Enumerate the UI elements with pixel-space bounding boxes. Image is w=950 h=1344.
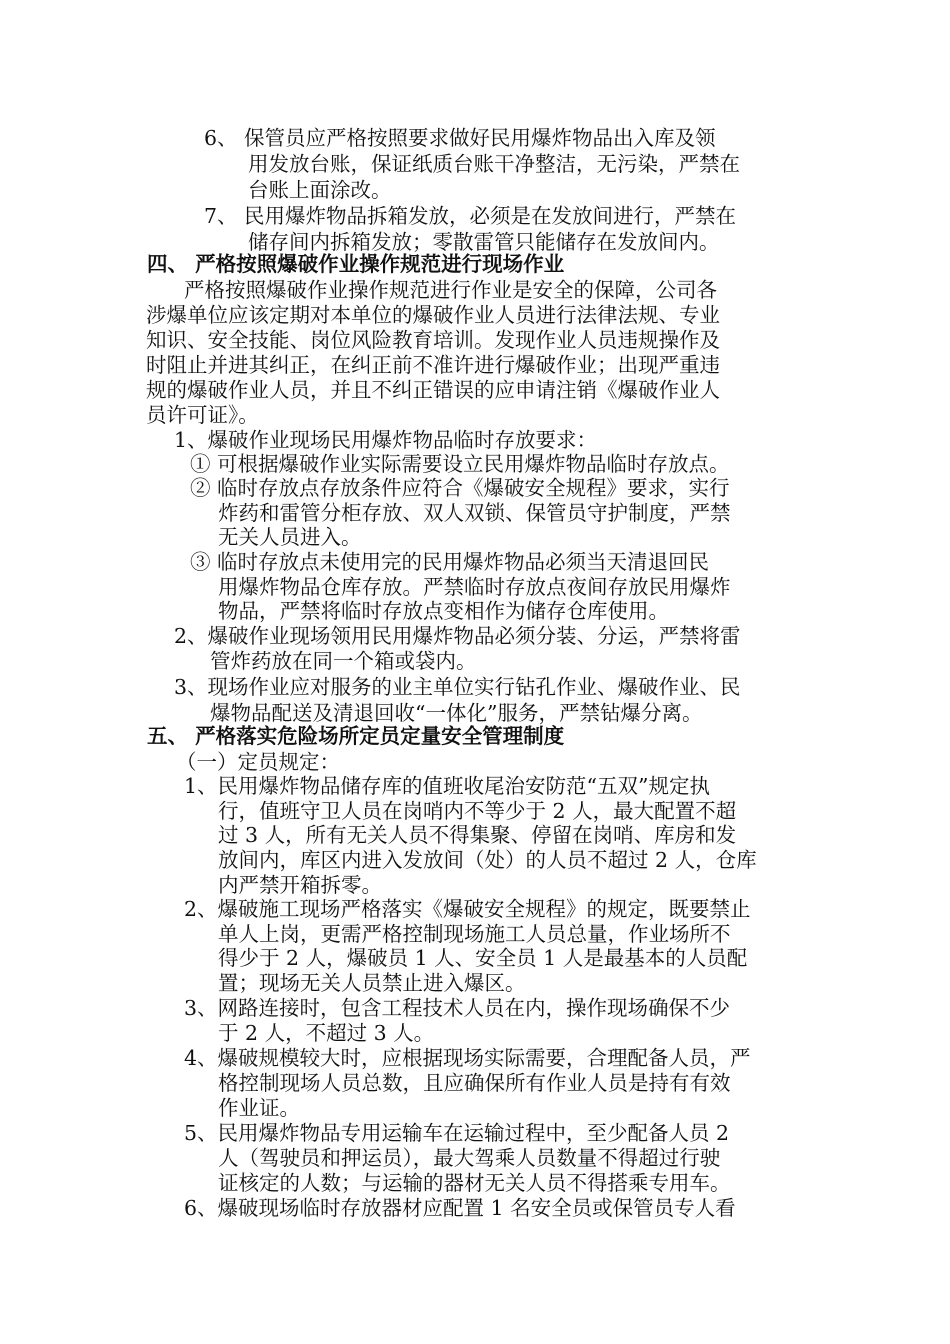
- list-item-3: 3、现场作业应对服务的业主单位实行钻孔作业、爆破作业、民: [174, 675, 741, 699]
- paragraph-line: 时阻止并进其纠正，在纠正前不准许进行爆破作业；出现严重违: [146, 353, 720, 377]
- text-line: 作业证。: [218, 1096, 300, 1120]
- text-line: 单人上岗，更需严格控制现场施工人员总量，作业场所不: [218, 922, 731, 946]
- text-line: 格控制现场人员总数，且应确保所有作业人员是持有有效: [218, 1071, 731, 1095]
- text-line: 放间内，库区内进入发放间（处）的人员不超过 2 人，仓库: [218, 848, 757, 872]
- text-line: 管炸药放在同一个箱或袋内。: [210, 649, 477, 673]
- text-line: 爆物品配送及清退回收“一体化”服务，严禁钻爆分离。: [210, 701, 703, 725]
- text-line: 置；现场无关人员禁止进入爆区。: [218, 971, 526, 995]
- section-heading-4: 四、 严格按照爆破作业操作规范进行现场作业: [147, 252, 565, 276]
- text-line: 证核定的人数；与运输的器材无关人员不得搭乘专用车。: [218, 1171, 731, 1195]
- sub-item-2: ② 临时存放点存放条件应符合《爆破安全规程》要求，实行: [190, 476, 730, 500]
- text-line: 用爆炸物品仓库存放。严禁临时存放点夜间存放民用爆炸: [218, 575, 731, 599]
- text-line: 储存间内拆箱发放；零散雷管只能储存在发放间内。: [248, 230, 720, 254]
- text-line: 得少于 2 人，爆破员 1 人、安全员 1 人是最基本的人员配: [218, 946, 748, 970]
- list-item-4: 4、爆破规模较大时，应根据现场实际需要，合理配备人员，严: [184, 1046, 751, 1070]
- text-line: 炸药和雷管分柜存放、双人双锁、保管员守护制度，严禁: [218, 501, 731, 525]
- list-item-2: 2、爆破作业现场领用民用爆炸物品必须分装、分运，严禁将雷: [174, 624, 741, 648]
- sub-item-3: ③ 临时存放点未使用完的民用爆炸物品必须当天清退回民: [190, 550, 710, 574]
- text-line: 内严禁开箱拆零。: [218, 873, 382, 897]
- paragraph-line: 员许可证》。: [146, 403, 259, 427]
- list-item-1: 1、爆破作业现场民用爆炸物品临时存放要求：: [174, 428, 598, 452]
- list-item-2: 2、爆破施工现场严格落实《爆破安全规程》的规定，既要禁止: [184, 897, 751, 921]
- list-item-5: 5、民用爆炸物品专用运输车在运输过程中，至少配备人员 2: [184, 1121, 730, 1145]
- text-line: 无关人员进入。: [218, 525, 362, 549]
- list-item-7: 7、 民用爆炸物品拆箱发放，必须是在发放间进行，严禁在: [204, 204, 737, 228]
- text-line: 人（驾驶员和押运员），最大驾乘人员数量不得超过行驶: [218, 1146, 721, 1170]
- text-line: 用发放台账，保证纸质台账干净整洁，无污染，严禁在: [248, 152, 740, 176]
- list-item-6: 6、 保管员应严格按照要求做好民用爆炸物品出入库及领: [204, 126, 716, 150]
- list-item-3: 3、网路连接时，包含工程技术人员在内，操作现场确保不少: [184, 996, 731, 1020]
- list-item-1: 1、民用爆炸物品储存库的值班收尾治安防范“五双”规定执: [184, 774, 711, 798]
- text-line: 物品，严禁将临时存放点变相作为储存仓库使用。: [218, 599, 669, 623]
- text-line: 行，值班守卫人员在岗哨内不等少于 2 人，最大配置不超: [218, 799, 737, 823]
- sub-item-1: ① 可根据爆破作业实际需要设立民用爆炸物品临时存放点。: [190, 452, 730, 476]
- paragraph-line: 知识、安全技能、岗位风险教育培训。发现作业人员违规操作及: [146, 328, 720, 352]
- text-line: 于 2 人，不超过 3 人。: [218, 1021, 435, 1045]
- section-heading-5: 五、 严格落实危险场所定员定量安全管理制度: [147, 724, 565, 748]
- text-line: 台账上面涂改。: [248, 178, 392, 202]
- paragraph-line: 规的爆破作业人员，并且不纠正错误的应申请注销《爆破作业人: [146, 378, 720, 402]
- list-item-6: 6、爆破现场临时存放器材应配置 1 名安全员或保管员专人看: [184, 1196, 736, 1220]
- subsection-heading: （一）定员规定：: [176, 750, 340, 774]
- text-line: 过 3 人，所有无关人员不得集聚、停留在岗哨、库房和发: [218, 823, 737, 847]
- paragraph-line: 涉爆单位应该定期对本单位的爆破作业人员进行法律法规、专业: [146, 303, 720, 327]
- paragraph-line: 严格按照爆破作业操作规范进行作业是安全的保障，公司各: [184, 278, 717, 302]
